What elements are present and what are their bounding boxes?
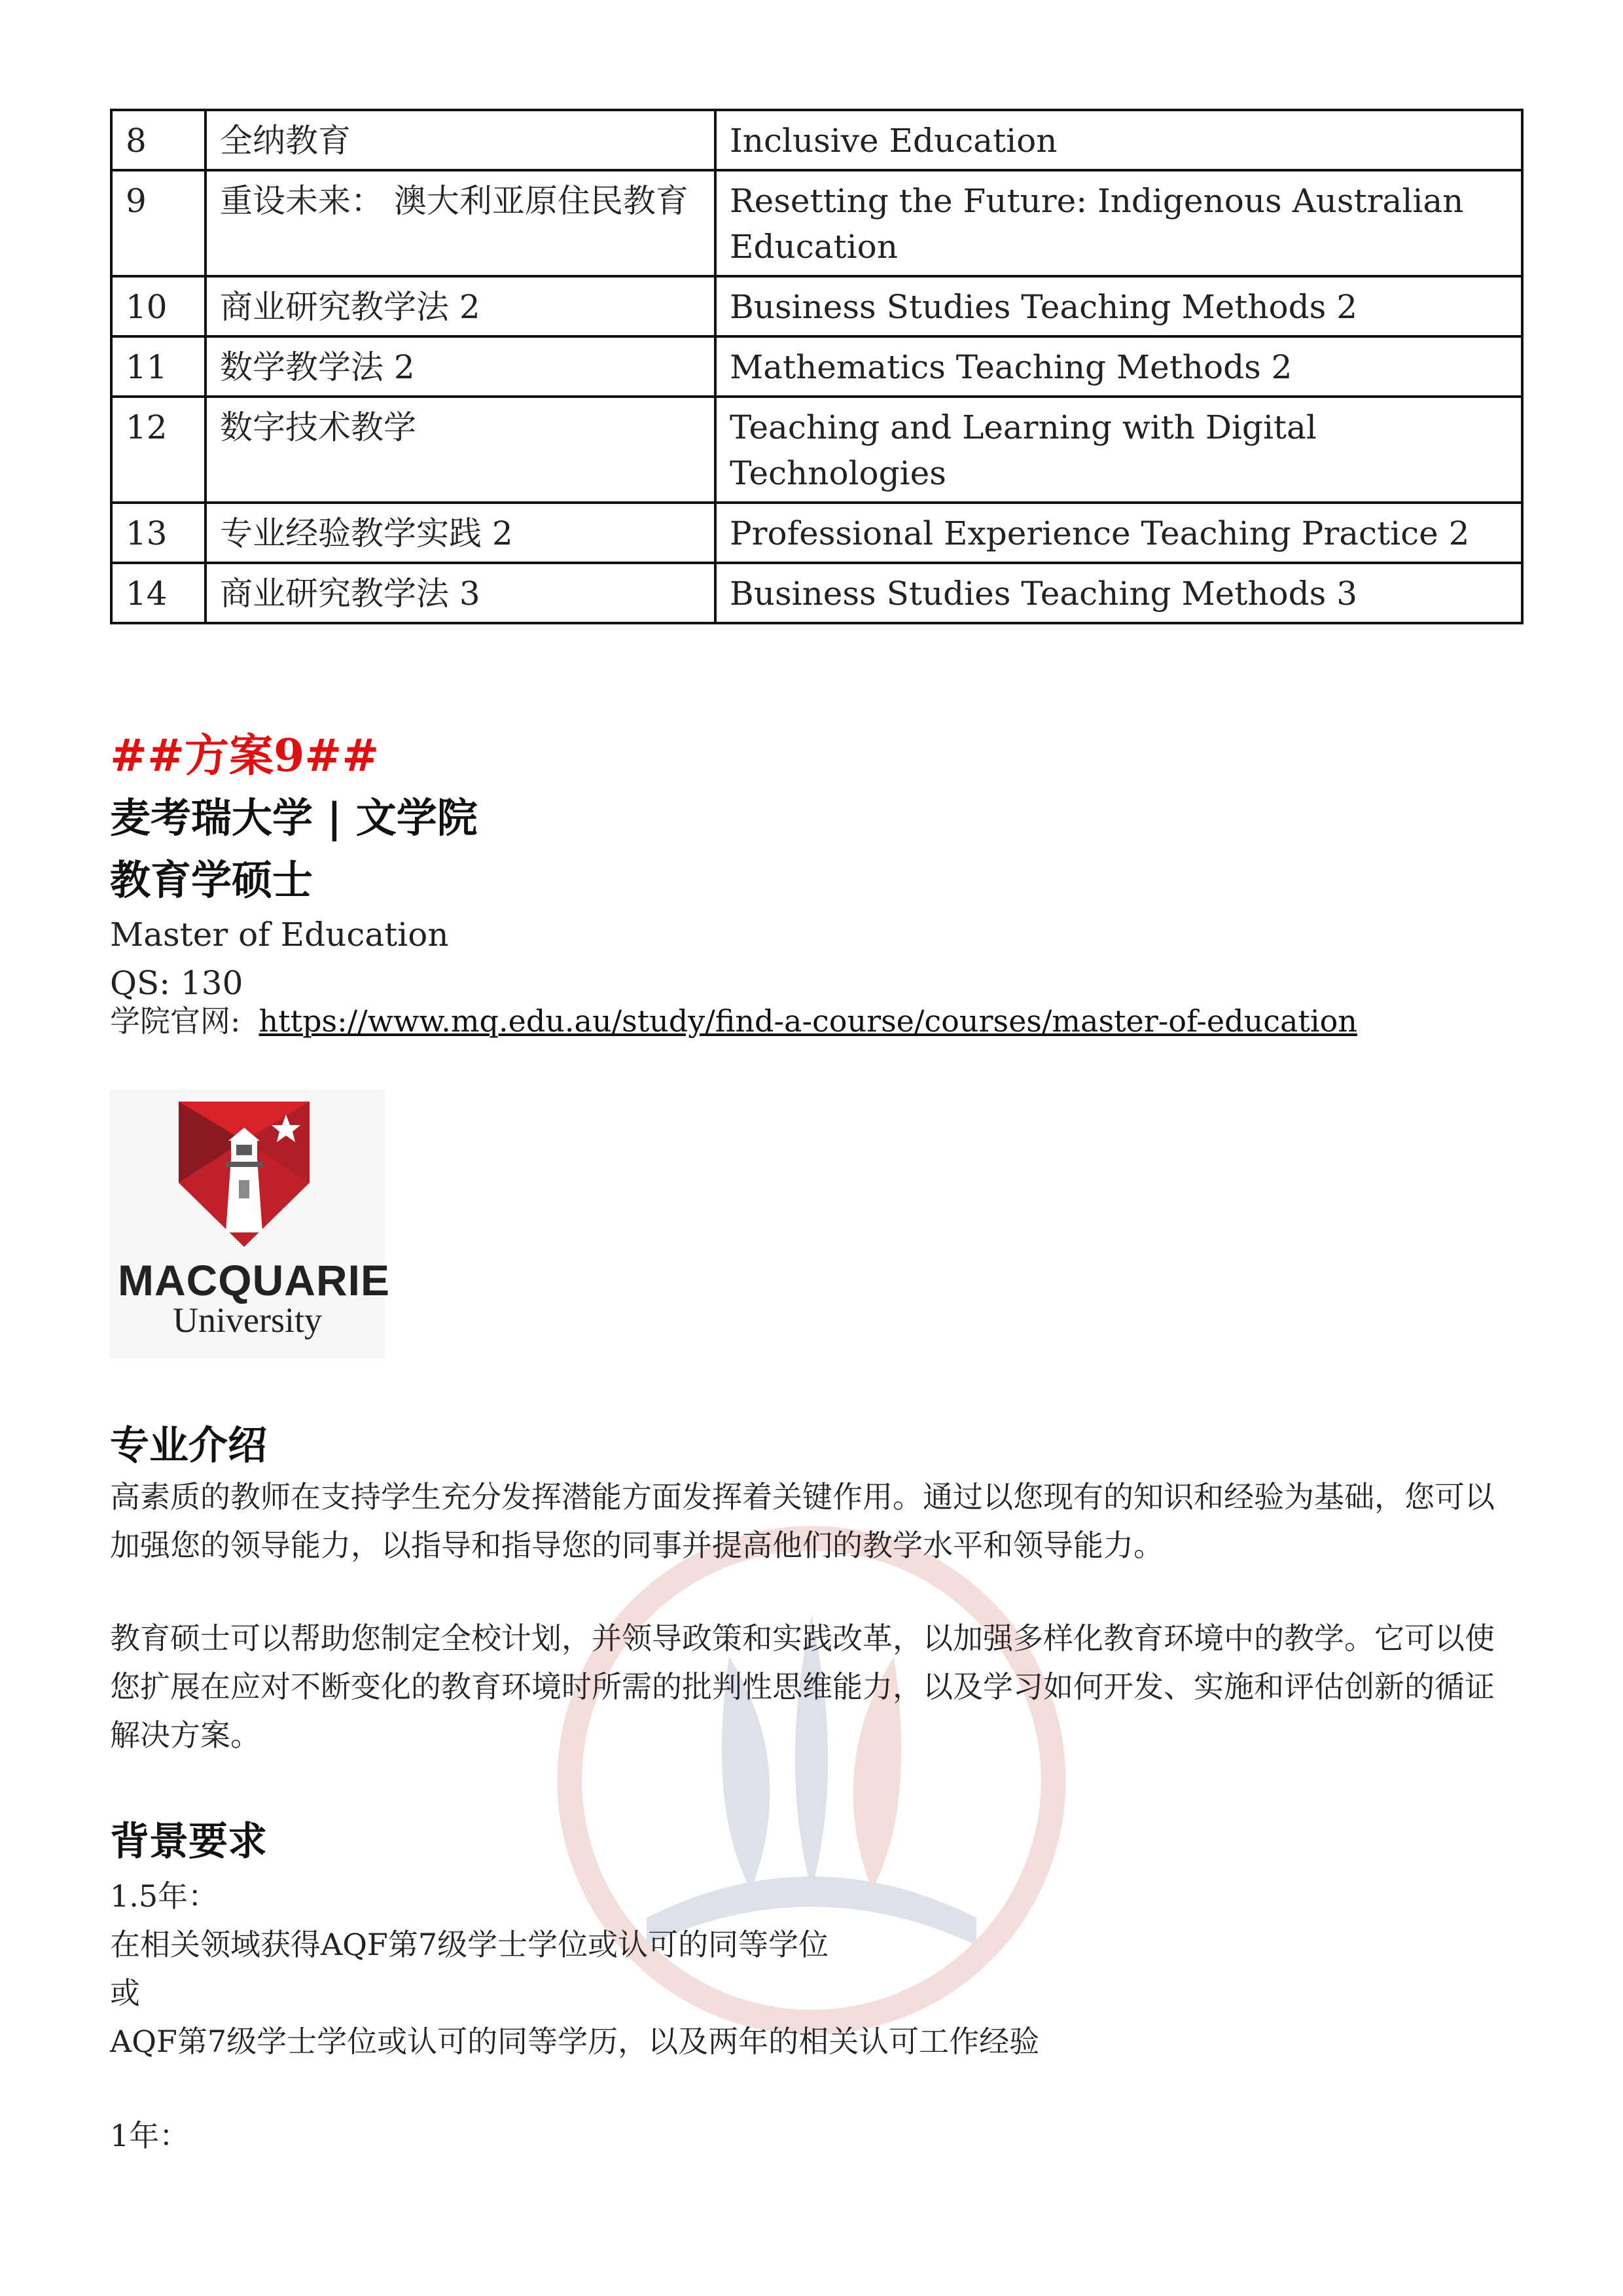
- requirement-line: 或: [110, 1975, 140, 2011]
- course-name-en: Teaching and Learning with Digital Technologies: [715, 397, 1522, 503]
- table-row: [111, 276, 1522, 336]
- intro-heading: 专业介绍: [110, 1423, 267, 1469]
- degree-title-en: Master of Education: [110, 916, 449, 954]
- course-name-en: Mathematics Teaching Methods 2: [715, 336, 1522, 397]
- background-heading: 背景要求: [110, 1819, 267, 1865]
- course-name-zh: 数字技术教学: [205, 397, 715, 503]
- website-link[interactable]: https://www.mq.edu.au/study/find-a-course/courses/master-of-education: [259, 1003, 1357, 1039]
- table-row: [111, 336, 1522, 397]
- course-name-en: Business Studies Teaching Methods 2: [715, 276, 1522, 336]
- course-name-zh: 数学教学法 2: [205, 336, 715, 397]
- course-name-en: Inclusive Education: [715, 110, 1522, 170]
- website-label: 学院官网:: [110, 1003, 241, 1039]
- course-name-zh: 重设未来： 澳大利亚原住民教育: [205, 170, 715, 276]
- row-number: 10: [111, 276, 205, 336]
- table-row: [111, 397, 1522, 503]
- degree-title-zh: 教育学硕士: [110, 856, 313, 904]
- row-number: 11: [111, 336, 205, 397]
- course-name-en: Professional Experience Teaching Practice 2: [715, 503, 1522, 563]
- university-logo: [110, 1090, 390, 1358]
- logo-subtitle: University: [173, 1300, 322, 1340]
- course-name-en: Business Studies Teaching Methods 3: [715, 563, 1522, 623]
- row-number: 13: [111, 503, 205, 563]
- row-number: 12: [111, 397, 205, 503]
- lighthouse-shield-icon: [179, 1102, 310, 1247]
- row-number: 14: [111, 563, 205, 623]
- requirement-line: 1年：: [110, 2118, 190, 2153]
- course-name-zh: 商业研究教学法 2: [205, 276, 715, 336]
- row-number: 8: [111, 110, 205, 170]
- course-name-en: Resetting the Future: Indigenous Australian Education: [715, 170, 1522, 276]
- table-row: [111, 503, 1522, 563]
- logo-wordmark: MACQUARIE: [118, 1256, 390, 1304]
- course-name-zh: 商业研究教学法 3: [205, 563, 715, 623]
- plan-title: ##方案9##: [110, 730, 380, 782]
- row-number: 9: [111, 170, 205, 276]
- course-name-zh: 专业经验教学实践 2: [205, 503, 715, 563]
- university-title: 麦考瑞大学 | 文学院: [110, 794, 478, 842]
- website-line: [110, 996, 1510, 1046]
- table-row: [111, 110, 1522, 170]
- requirement-line: 1.5年：: [110, 1878, 219, 1914]
- intro-paragraph: 教育硕士可以帮助您制定全校计划，并领导政策和实践改革，以加强多样化教育环境中的教学。它可以使您扩展在应对不断变化的教育环境时所需的批判性思维能力，以及学习如何开发、实施和评估创新的循证解决方案。: [110, 1621, 1495, 1753]
- table-row: [111, 170, 1522, 276]
- qs-ranking: QS: 130: [110, 964, 243, 1002]
- table-row: [111, 563, 1522, 623]
- intro-paragraph: 高素质的教师在支持学生充分发挥潜能方面发挥着关键作用。通过以您现有的知识和经验为基础，您可以加强您的领导能力，以指导和指导您的同事并提高他们的教学水平和领导能力。: [110, 1479, 1495, 1563]
- requirement-line: 在相关领域获得AQF第7级学士学位或认可的同等学位: [110, 1927, 829, 1962]
- course-name-zh: 全纳教育: [205, 110, 715, 170]
- course-table: [110, 109, 1524, 624]
- requirement-line: AQF第7级学士学位或认可的同等学历，以及两年的相关认可工作经验: [110, 2024, 1040, 2059]
